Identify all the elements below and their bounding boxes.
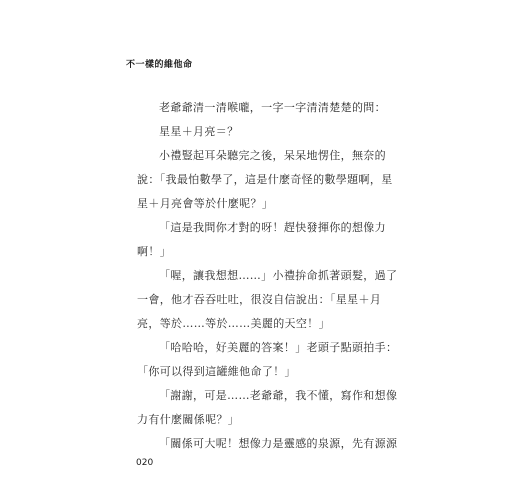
text-line: 「謝謝，可是……老爺爺，我不懂，寫作和想像	[159, 389, 398, 402]
text-line: 「關係可大呢！想像力是靈感的泉源，先有源源	[159, 437, 398, 450]
text-line: 「喔，讓我想想……」小禮拚命抓著頭髮，過了	[159, 269, 398, 282]
text-line: 說：「我最怕數學了，這是什麼奇怪的數學題啊，星	[137, 173, 393, 186]
text-line: 「你可以得到這罐維他命了！」	[137, 365, 296, 378]
running-header-title: 不一樣的維他命	[126, 60, 193, 70]
text-line: 老爺爺清一清喉嚨，一字一字清清楚楚的問：	[159, 101, 386, 114]
text-line: 星＋月亮會等於什麼呢？」	[137, 197, 274, 210]
text-line: 「哈哈哈，好美麗的答案！」老頭子點頭拍手：	[159, 341, 398, 354]
text-line: 亮，等於……等於……美麗的天空！」	[137, 317, 330, 330]
text-line: 力有什麼關係呢？」	[137, 413, 240, 426]
text-line: 「這是我問你才對的呀！趕快發揮你的想像力	[159, 221, 386, 234]
text-line: 小禮豎起耳朵聽完之後，呆呆地愣住，無奈的	[159, 149, 386, 162]
page-number: 020	[136, 458, 154, 468]
story-text	[137, 96, 407, 456]
text-line: 一會，他才吞吞吐吐，很沒自信說出：「星星＋月	[137, 293, 382, 306]
text-line: 啊！」	[137, 245, 172, 258]
text-line: 星星＋月亮＝？	[159, 125, 239, 138]
